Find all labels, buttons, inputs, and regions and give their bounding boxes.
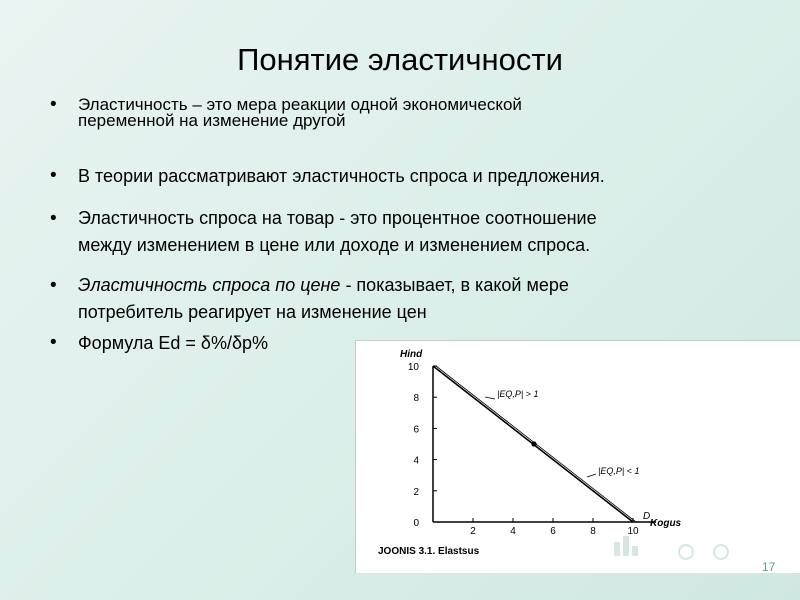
bullet-line: Эластичность спроса на товар - это процентное соотношение <box>78 208 597 228</box>
bullet-marker: • <box>50 332 57 353</box>
x-axis-label: Kogus <box>650 518 682 529</box>
bullet-text <box>78 205 758 259</box>
y-tick-label: 10 <box>407 362 419 373</box>
x-tick-label: 4 <box>510 526 516 537</box>
x-tick-label: 10 <box>627 526 639 537</box>
bullet-line: Эластичность – это мера реакции одной экономической <box>78 95 522 114</box>
y-tick-label: 4 <box>413 455 419 467</box>
bullet-text <box>78 97 758 129</box>
x-tick-label: 6 <box>550 526 556 537</box>
bullet-line: - показывает, в какой мере <box>340 275 569 295</box>
bullet-italic-term: Эластичность спроса по цене <box>78 275 341 295</box>
figure-caption: JOONIS 3.1. Elastsus <box>378 546 480 557</box>
curve-label-d: D <box>643 511 651 522</box>
y-axis-label: Hind <box>400 349 423 360</box>
unit-elastic-point <box>531 441 536 446</box>
y-tick-label: 6 <box>413 424 419 436</box>
slide-title: Понятие эластичности <box>237 42 563 77</box>
bullet-line: между изменением в цене или доходе и изменением спроса. <box>78 235 591 255</box>
bullet-text: Формула Ed = δ%/δp% <box>78 333 268 353</box>
bullet-marker: • <box>50 208 57 229</box>
elasticity-figure <box>355 340 800 573</box>
y-tick-label: 8 <box>413 393 419 405</box>
bullet-marker: • <box>50 94 57 115</box>
chart-icon-watermark <box>614 536 728 559</box>
bullet-text <box>78 272 758 326</box>
annotation-upper: |EQ,P| > 1 <box>497 389 539 399</box>
bullet-line: потребитель реагирует на изменение цен <box>78 302 427 322</box>
annotation-lower: |EQ,P| < 1 <box>598 466 640 476</box>
bullet-line: переменной на изменение другой <box>78 111 346 130</box>
slide-number: 17 <box>762 560 776 574</box>
y-tick-label: 2 <box>413 486 419 498</box>
demand-chart <box>356 341 800 573</box>
bullet-text: В теории рассматривают эластичность спроса и предложения. <box>78 166 605 186</box>
annotation-leader-upper <box>485 397 495 399</box>
annotation-leader-lower <box>587 474 596 477</box>
bullet-marker: • <box>50 165 57 186</box>
x-tick-label: 8 <box>590 526 596 537</box>
y-tick-label: 0 <box>413 518 419 529</box>
bullet-marker: • <box>50 275 57 296</box>
x-tick-label: 2 <box>470 526 476 537</box>
